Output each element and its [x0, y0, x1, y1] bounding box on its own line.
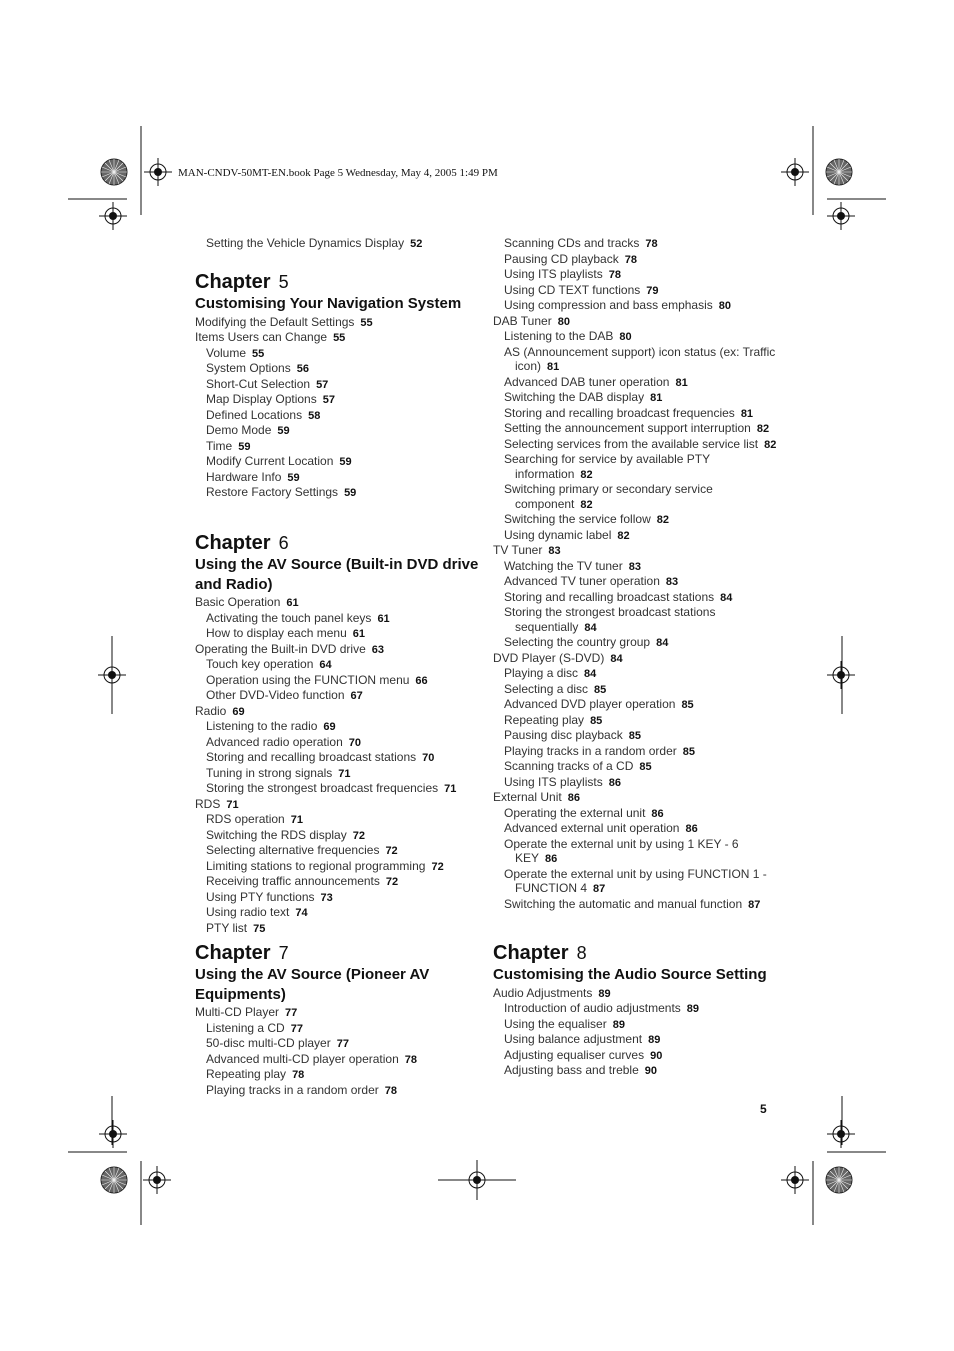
toc-entry: [195, 766, 480, 782]
toc-entry: [195, 843, 480, 859]
toc-page-number: 72: [385, 876, 399, 888]
toc-entry: [493, 390, 778, 406]
toc-page-number: 90: [650, 1049, 663, 1062]
toc-entry-text: Storing the strongest broadcast frequencies: [206, 781, 439, 795]
toc-section-entry: [195, 595, 480, 611]
toc-entry-text: Advanced DVD player operation: [504, 697, 676, 711]
toc-entry: [195, 485, 480, 501]
toc-page-number: 55: [252, 347, 265, 360]
toc-entry-text: Listening a CD: [206, 1020, 285, 1035]
toc-entry: [493, 867, 778, 897]
toc-page-number: 86: [608, 776, 621, 789]
toc-page-number: 63: [371, 643, 384, 656]
toc-page-number: 83: [665, 576, 679, 588]
toc-section-entry: [493, 314, 778, 330]
toc-entry: [195, 361, 480, 377]
toc-page-number: 85: [590, 714, 603, 727]
toc-entry-text: Selecting services from the available service list: [504, 436, 759, 451]
toc-entry-text: Selecting a disc: [504, 681, 589, 696]
toc-entry-text: Using balance adjustment: [504, 1032, 643, 1046]
toc-entry-text: Playing a disc: [504, 666, 579, 680]
chapter-title: Customising the Audio Source Setting: [493, 966, 767, 983]
toc-page-number: 78: [292, 1069, 305, 1081]
toc-page-number: 86: [545, 853, 558, 865]
toc-page-number: 61: [286, 597, 299, 609]
toc-entry: [493, 252, 778, 268]
toc-entry: [493, 806, 778, 822]
toc-entry: [493, 236, 778, 252]
toc-entry-text: Pausing disc playback: [504, 728, 623, 742]
toc-page-number: 84: [720, 591, 733, 604]
toc-continued-entries: [493, 236, 778, 912]
toc-entry: [195, 611, 480, 627]
toc-entry-text: DVD Player (S-DVD): [493, 650, 605, 665]
toc-page-number: 70: [422, 752, 435, 764]
toc-section-entry: [195, 315, 480, 331]
toc-page-number: 81: [650, 392, 663, 404]
toc-page-number: 61: [352, 628, 365, 640]
toc-entry-text: Watching the TV tuner: [504, 558, 623, 573]
chapter-title: Customising Your Navigation System: [195, 295, 462, 312]
toc-page-number: 82: [617, 529, 630, 542]
toc-entry-text: Switching the automatic and manual function: [504, 896, 743, 911]
toc-entry: [195, 921, 480, 937]
toc-entry-text: Multi-CD Player: [195, 1005, 280, 1019]
toc-entry-text: Audio Adjustments: [493, 985, 593, 1000]
toc-intro: [195, 236, 480, 252]
toc-page-number: 59: [238, 440, 251, 453]
toc-page-number: 79: [646, 284, 659, 297]
chapter-title: Using the AV Source (Built-in DVD drive and Radio): [195, 556, 479, 593]
toc-entry-text: Advanced external unit operation: [504, 821, 680, 835]
toc-page-number: 82: [580, 498, 593, 511]
toc-entry-text: Operate the external unit by using 1 KEY - 6 KEY: [504, 836, 739, 865]
toc-entry-text: External Unit: [493, 790, 562, 804]
toc-entry-text: Storing and recalling broadcast stations: [504, 589, 715, 604]
toc-entry-text: Restore Factory Settings: [206, 485, 339, 499]
toc-entry: [493, 713, 778, 729]
toc-section-entry: [493, 986, 778, 1002]
toc-entry-text: Map Display Options: [206, 392, 317, 406]
toc-entry: [195, 470, 480, 486]
toc-entry-text: Switching primary or secondary service component: [504, 482, 713, 511]
toc-entry: [493, 744, 778, 760]
toc-entry-text: Repeating play: [504, 712, 585, 727]
toc-entry: [493, 775, 778, 791]
toc-page-number: 55: [360, 316, 373, 329]
toc-entry: [195, 392, 480, 408]
toc-entry: [493, 452, 778, 482]
toc-entry-text: PTY list: [206, 920, 248, 935]
toc-page-number: 75: [253, 922, 266, 935]
chapter-title: Using the AV Source (Pioneer AV Equipments): [195, 966, 430, 1003]
chapter-8-section: [493, 941, 778, 1079]
toc-entry-text: Adjusting equaliser curves: [504, 1047, 645, 1062]
toc-entry: [493, 406, 778, 422]
toc-page-number: 84: [610, 652, 623, 665]
toc-entry-text: Pausing CD playback: [504, 251, 619, 266]
toc-entry-text: Hardware Info: [206, 469, 282, 484]
toc-section-entry: [493, 651, 778, 667]
toc-entry: [195, 1021, 480, 1037]
toc-entry-text: Storing and recalling broadcast frequencies: [504, 405, 735, 420]
toc-entry-text: Switching the RDS display: [206, 827, 347, 842]
chapter-6-section: [195, 531, 480, 936]
toc-page-number: 59: [277, 425, 290, 437]
toc-page-number: 59: [339, 456, 352, 468]
toc-entry: [195, 1083, 480, 1099]
toc-entry: [493, 897, 778, 913]
toc-page-number: 56: [296, 363, 309, 375]
toc-page-number: 78: [645, 238, 658, 250]
toc-entry: [493, 821, 778, 837]
toc-entry-text: Limiting stations to regional programming: [206, 858, 426, 873]
toc-section-entry: [195, 330, 480, 346]
toc-entry: [195, 408, 480, 424]
toc-page-number: 80: [619, 331, 632, 343]
toc-page-number: 73: [320, 891, 333, 904]
toc-page-number: 58: [308, 409, 321, 422]
toc-page-number: 67: [350, 690, 363, 702]
toc-page-number: 82: [756, 423, 770, 435]
toc-page-number: 89: [648, 1034, 661, 1046]
toc-entry-text: Setting the announcement support interruption: [504, 421, 751, 435]
chapter-7-section: [195, 941, 480, 1098]
toc-page-number: 86: [651, 807, 664, 820]
toc-entry-text: Other DVD-Video function: [206, 688, 345, 702]
toc-entry-text: Operating the external unit: [504, 805, 646, 820]
toc-entry-text: Advanced multi-CD player operation: [206, 1051, 399, 1066]
toc-entry: [493, 759, 778, 775]
toc-entry: [493, 267, 778, 283]
toc-page-number: 82: [656, 514, 669, 526]
toc-page-number: 84: [584, 668, 597, 680]
toc-entry: [195, 626, 480, 642]
toc-entry: [195, 454, 480, 470]
toc-entry: [195, 657, 480, 673]
toc-page-number: 57: [316, 378, 329, 391]
toc-entry-text: Listening to the radio: [206, 719, 318, 733]
toc-entry: [195, 719, 480, 735]
toc-page-number: 81: [675, 376, 688, 389]
toc-entry-text: Operation using the FUNCTION menu: [206, 672, 410, 687]
toc-entry-text: Using ITS playlists: [504, 267, 603, 281]
toc-entry-text: Adjusting bass and treble: [504, 1063, 639, 1077]
toc-page-number: 85: [681, 699, 694, 711]
toc-entry: [493, 682, 778, 698]
toc-page-number: 83: [548, 545, 561, 557]
toc-entry: [195, 1067, 480, 1083]
toc-entry: [195, 735, 480, 751]
toc-entry: [195, 673, 480, 689]
toc-entry: [493, 697, 778, 713]
toc-page-number: 77: [285, 1007, 298, 1019]
toc-page-number: 84: [584, 621, 597, 634]
toc-entry: [493, 283, 778, 299]
toc-page-number: 82: [580, 468, 593, 481]
toc-page-number: 77: [336, 1038, 349, 1050]
toc-page-number: 57: [322, 394, 335, 406]
toc-page-number: 89: [686, 1003, 700, 1015]
toc-entry-text: Advanced radio operation: [206, 734, 343, 749]
toc-entry-text: Short-Cut Selection: [206, 376, 311, 391]
toc-page-number: 55: [333, 332, 346, 344]
toc-entry-text: Selecting the country group: [504, 635, 651, 649]
toc-entry: [493, 512, 778, 528]
toc-entry: [493, 345, 778, 375]
toc-page-number: 80: [557, 315, 570, 328]
toc-entry-text: Listening to the DAB: [504, 329, 614, 343]
toc-page-number: 84: [656, 637, 669, 649]
toc-page-number: 64: [319, 659, 332, 671]
toc-page-number: 78: [624, 253, 637, 266]
toc-section-entry: [493, 790, 778, 806]
toc-page-number: 83: [628, 560, 641, 573]
toc-entry-text: TV Tuner: [493, 543, 543, 557]
toc-entry: [195, 828, 480, 844]
chapter-heading: Chapter 6: [195, 532, 289, 554]
toc-page-number: 87: [748, 898, 761, 911]
toc-entry-text: Volume: [206, 345, 247, 360]
toc-entry-text: Defined Locations: [206, 407, 303, 422]
toc-page-number: 61: [377, 612, 390, 625]
toc-page-number: 66: [415, 674, 428, 687]
toc-entry: [493, 666, 778, 682]
toc-page-number: 81: [740, 407, 754, 420]
toc-entry: [195, 1052, 480, 1068]
toc-entry-text: Advanced TV tuner operation: [504, 574, 660, 588]
toc-entry-text: Modify Current Location: [206, 454, 334, 468]
toc-entry-text: AS (Announcement support) icon status (ex: Traffic icon): [504, 344, 776, 373]
toc-page-number: 74: [295, 907, 308, 919]
toc-entry: [195, 781, 480, 797]
toc-entry: [195, 874, 480, 890]
toc-entry: [195, 890, 480, 906]
toc-entry-text: Playing tracks in a random order: [504, 743, 677, 758]
toc-entry: [493, 574, 778, 590]
toc-page-number: 71: [290, 814, 303, 826]
toc-entry-text: Switching the DAB display: [504, 390, 645, 404]
toc-entry-text: Storing the strongest broadcast stations sequentially: [504, 605, 716, 634]
toc-entry: [493, 482, 778, 512]
toc-entry: [195, 423, 480, 439]
chapter-heading: Chapter 8: [493, 942, 587, 964]
toc-entry: [195, 905, 480, 921]
toc-page-number: 81: [547, 361, 560, 373]
toc-entry: [493, 728, 778, 744]
toc-page-number: 82: [764, 438, 777, 451]
toc-entry-text: Radio: [195, 703, 227, 718]
toc-page-number: 71: [226, 798, 239, 811]
toc-entry-text: Operating the Built-in DVD drive: [195, 641, 366, 656]
toc-entry-text: Time: [206, 438, 233, 453]
toc-page-number: 71: [444, 783, 457, 795]
toc-entry-text: Advanced DAB tuner operation: [504, 374, 670, 389]
toc-entry-text: Using ITS playlists: [504, 774, 603, 789]
toc-entry-text: Tuning in strong signals: [206, 765, 333, 780]
toc-entry: [493, 559, 778, 575]
toc-entry-text: Playing tracks in a random order: [206, 1082, 379, 1097]
toc-entry: [493, 375, 778, 391]
toc-page-number: 69: [323, 721, 336, 733]
toc-entry-text: Using the equaliser: [504, 1016, 607, 1031]
toc-entry: [493, 1048, 778, 1064]
toc-page-number: 89: [612, 1018, 625, 1031]
toc-entry-text: Using CD TEXT functions: [504, 282, 641, 297]
toc-entry: [493, 1017, 778, 1033]
toc-entry-text: Storing and recalling broadcast stations: [206, 750, 417, 764]
toc-section-entry: [195, 797, 480, 813]
toc-page-number: 69: [232, 705, 245, 718]
toc-entry: [195, 688, 480, 704]
toc-entry-text: Scanning CDs and tracks: [504, 236, 640, 250]
toc-entry: [195, 439, 480, 455]
toc-entry-text: RDS: [195, 796, 221, 811]
chapter-heading: Chapter 5: [195, 271, 289, 293]
toc-page-number: 85: [682, 745, 695, 758]
toc-entry-text: Switching the service follow: [504, 512, 651, 526]
toc-entry-text: Using radio text: [206, 905, 290, 919]
toc-page-number: 87: [593, 883, 606, 895]
toc-entry-text: System Options: [206, 361, 291, 375]
toc-page-number: 59: [344, 487, 357, 499]
toc-section-entry: [493, 543, 778, 559]
toc-page-number: 72: [431, 860, 444, 873]
toc-page-number: 72: [352, 829, 365, 842]
toc-entry: [493, 1063, 778, 1079]
toc-entry-text: Using PTY functions: [206, 889, 315, 904]
toc-page-number: 59: [287, 471, 300, 484]
chapter-5-section: [195, 270, 480, 501]
toc-entry-text: Demo Mode: [206, 423, 272, 437]
toc-entry-text: Scanning tracks of a CD: [504, 759, 634, 773]
toc-entry: [493, 635, 778, 651]
toc-page-number: 85: [628, 730, 641, 742]
toc-entry: [493, 528, 778, 544]
toc-page-number: 90: [644, 1065, 658, 1077]
toc-entry-text: DAB Tuner: [493, 313, 552, 328]
toc-page-number: 80: [718, 300, 732, 312]
toc-entry: [195, 346, 480, 362]
toc-entry: [493, 1001, 778, 1017]
toc-page-number: 86: [567, 792, 580, 804]
toc-entry-text: Touch key operation: [206, 657, 314, 671]
toc-page-number: 71: [338, 767, 351, 780]
toc-section-entry: [195, 1005, 480, 1021]
toc-entry-text: Introduction of audio adjustments: [504, 1001, 681, 1015]
toc-entry-text: RDS operation: [206, 812, 285, 826]
toc-page-number: 85: [594, 683, 607, 696]
toc-entry-text: Using compression and bass emphasis: [504, 298, 713, 312]
toc-entry: Setting the Vehicle Dynamics Display 52: [206, 236, 423, 250]
page-number: 5: [760, 1102, 767, 1116]
toc-page-number: 70: [348, 736, 362, 749]
toc-page-number: 85: [639, 761, 652, 773]
toc-entry-text: Searching for service by available PTY information: [504, 452, 710, 481]
toc-page-number: 86: [685, 823, 698, 835]
toc-page-number: 78: [384, 1084, 397, 1097]
toc-entry-text: 50-disc multi-CD player: [206, 1036, 331, 1050]
toc-page-number: 78: [608, 269, 621, 281]
toc-entry: [493, 298, 778, 314]
toc-entry: [195, 859, 480, 875]
toc-entry: [493, 329, 778, 345]
toc-page-number: 72: [385, 845, 398, 857]
toc-entry: [493, 437, 778, 453]
toc-entry-text: Repeating play: [206, 1067, 287, 1081]
toc-entry: [195, 812, 480, 828]
toc-section-entry: [195, 704, 480, 720]
toc-entry: [493, 421, 778, 437]
toc-entry: [493, 1032, 778, 1048]
toc-entry: [195, 1036, 480, 1052]
toc-entry-text: Using dynamic label: [504, 527, 612, 542]
book-header: MAN-CNDV-50MT-EN.book Page 5 Wednesday, May 4, 2005 1:49 PM: [178, 167, 498, 179]
toc-entry-text: How to display each menu: [206, 626, 347, 640]
toc-entry-text: Items Users can Change: [195, 330, 328, 344]
toc-section-entry: [195, 642, 480, 658]
toc-entry-text: Activating the touch panel keys: [206, 610, 372, 625]
toc-entry-text: Operate the external unit by using FUNCTION 1 - FUNCTION 4: [504, 866, 767, 895]
toc-entry: [493, 605, 778, 635]
chapter-heading: Chapter 7: [195, 942, 289, 964]
toc-entry-text: Modifying the Default Settings: [195, 314, 355, 329]
toc-entry: [195, 750, 480, 766]
toc-entry: [195, 377, 480, 393]
toc-page-number: 89: [598, 987, 611, 1000]
toc-page-number: 78: [404, 1053, 418, 1066]
toc-entry: [493, 590, 778, 606]
toc-page-number: 77: [290, 1022, 303, 1035]
toc-entry: [493, 837, 778, 867]
toc-entry-text: Receiving traffic announcements: [206, 874, 380, 888]
toc-entry-text: Selecting alternative frequencies: [206, 843, 380, 857]
toc-entry-text: Basic Operation: [195, 595, 281, 609]
